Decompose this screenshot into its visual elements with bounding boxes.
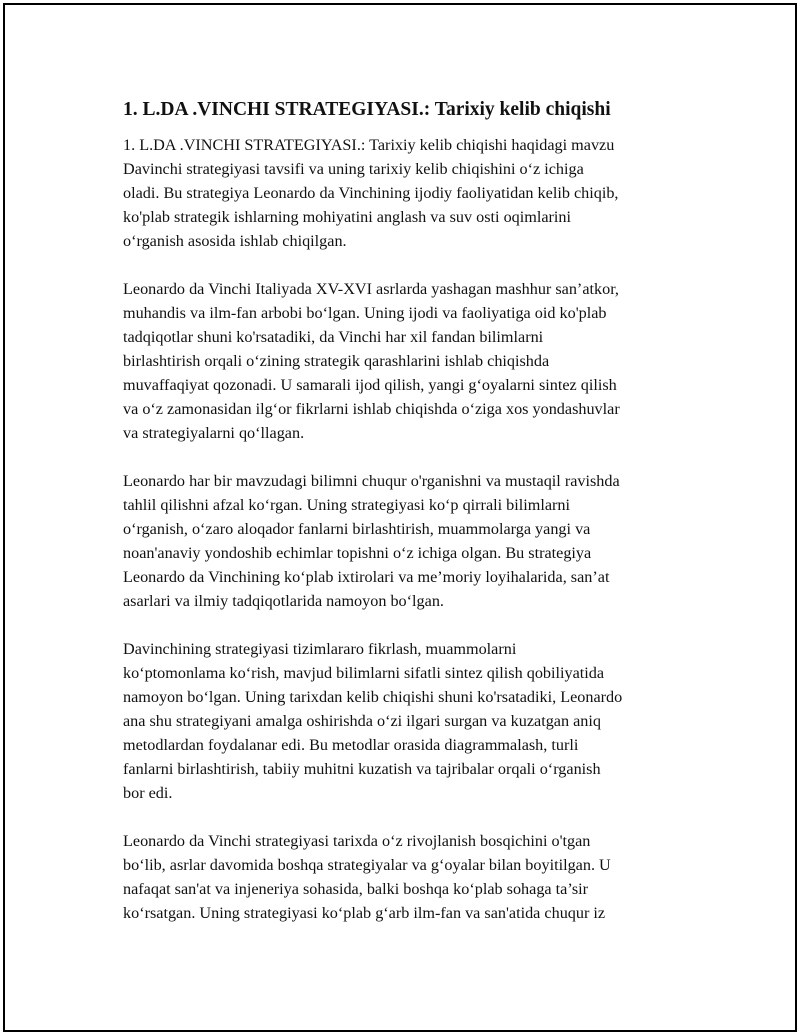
document-title: 1. L.DA .VINCHI STRATEGIYASI.: Tarixiy kelib chiqishi	[123, 99, 611, 120]
document-body	[120, 97, 695, 949]
paragraph-4: Davinchining strategiyasi tizimlararo fikrlash, muammolarni ko‘ptomonlama ko‘rish, mavjud bilimlarni sifatli sintez qilish qobiliyatida namoyon bo‘lgan. Uning tarixdan kelib chiqishi shuni ko'rsatadiki, Leonardo ana shu strategiyani amalga oshirishda o‘zi ilgari surgan va kuzatgan aniq metodlardan foydalanar edi. Bu metodlar orasida diagrammalash, turli fanlarni birlashtirish, tabiiy muhitni kuzatish va tajribalar orqali o‘rganish bor edi.	[123, 640, 623, 802]
paragraph-5: Leonardo da Vinchi strategiyasi tarixda o‘z rivojlanish bosqichini o'tgan bo‘lib, asrlar davomida boshqa strategiyalar va g‘oyalar bilan boyitilgan. U nafaqat san'at va injeneriya sohasida, balki boshqa ko‘plab sohaga ta’sir ko‘rsatgan. Uning strategiyasi ko‘plab g‘arb ilm-fan va san'atida chuqur iz	[123, 832, 611, 922]
paragraph-2: Leonardo da Vinchi Italiyada XV-XVI asrlarda yashagan mashhur san’atkor, muhandis va ilm-fan arbobi bo‘lgan. Uning ijodi va faoliyatiga oid ko'plab tadqiqotlar shuni ko'rsatadiki, da Vinchi har xil fandan bilimlarni birlashtirish orqali o‘zining strategik qarashlarini ishlab chiqishda muvaffaqiyat qozonadi. U samarali ijod qilish, yangi g‘oyalarni sintez qilish va o‘z zamonasidan ilg‘or fikrlarni ishlab chiqishda o‘ziga xos yondashuvlar va strategiyalarni qo‘llagan.	[123, 280, 620, 442]
document-page	[3, 3, 797, 1032]
paragraph-1: 1. L.DA .VINCHI STRATEGIYASI.: Tarixiy kelib chiqishi haqidagi mavzu Davinchi strategiyasi tavsifi va uning tarixiy kelib chiqishini o‘z ichiga oladi. Bu strategiya Leonardo da Vinchining ijodiy faoliyatidan kelib chiqib, ko'plab strategik ishlarning mohiyatini anglash va suv osti oqimlarini o‘rganish asosida ishlab chiqilgan.	[123, 136, 619, 250]
paragraph-3: Leonardo har bir mavzudagi bilimni chuqur o'rganishni va mustaqil ravishda tahlil qilishni afzal ko‘rgan. Uning strategiyasi ko‘p qirrali bilimlarni o‘rganish, o‘zaro aloqador fanlarni birlashtirish, muammolarga yangi va noan'anaviy yondoshib echimlar topishni o‘z ichiga olgan. Bu strategiya Leonardo da Vinchining ko‘plab ixtirolari va me’moriy loyihalarida, san’at asarlari va ilmiy tadqiqotlarida namoyon bo‘lgan.	[123, 472, 620, 610]
